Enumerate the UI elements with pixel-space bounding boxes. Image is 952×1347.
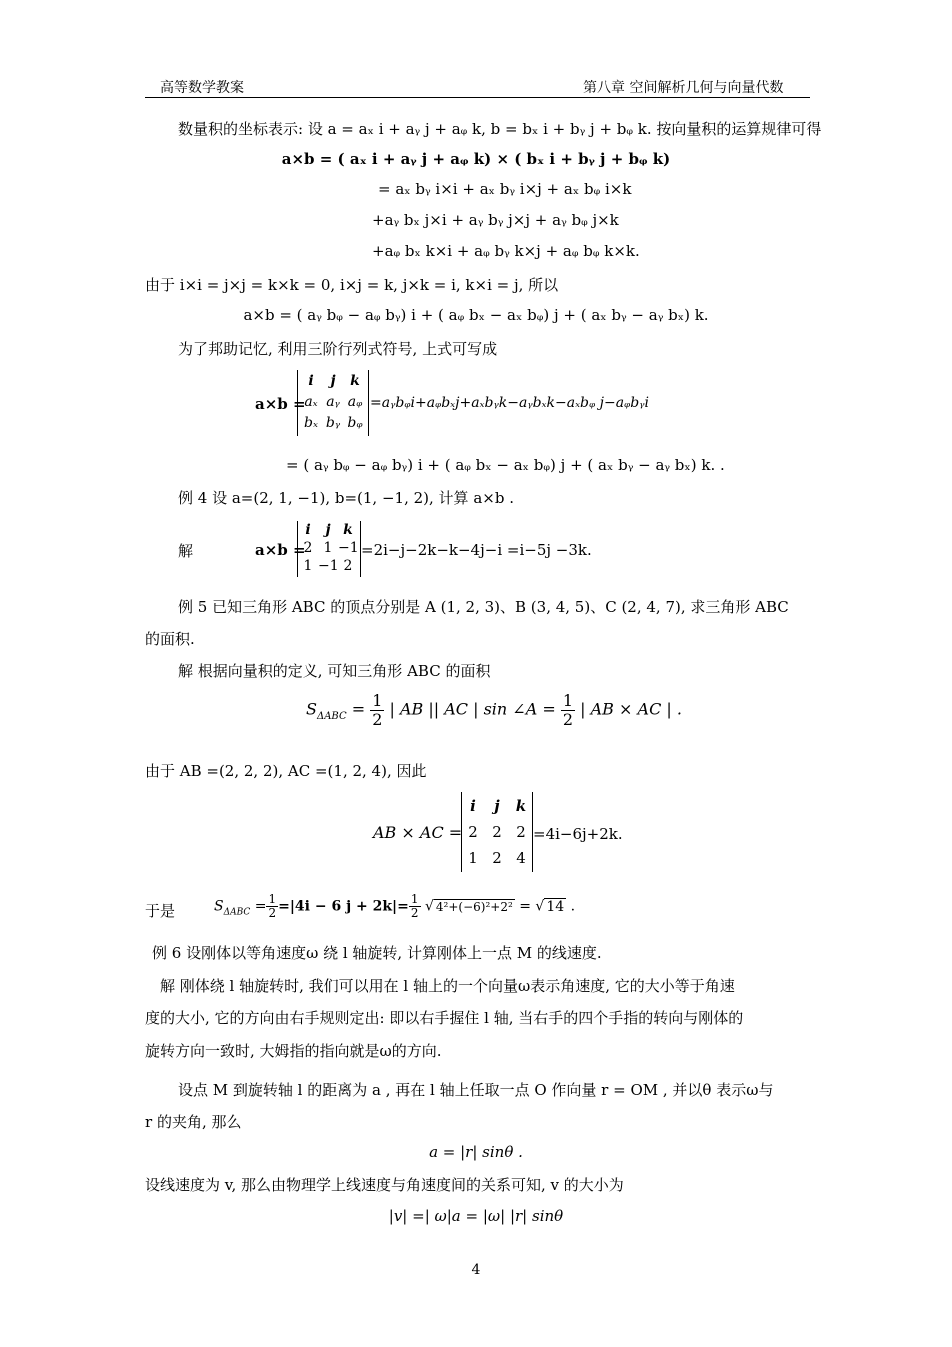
- fraction-half: [370, 692, 384, 728]
- determinant-2: [297, 521, 361, 577]
- numerator: 1: [372, 691, 383, 710]
- det-cell: 1: [323, 540, 333, 556]
- det3-lhs: AB × AC =: [373, 823, 463, 842]
- numerator: 1: [410, 892, 419, 906]
- formula-line: a×b = ( aᵧ bᵩ − aᵩ bᵧ) i + ( aᵩ bₓ − aₓ bᵩ) j + ( aₓ bᵧ − aᵧ bₓ) k.: [243, 306, 709, 324]
- determinant-3: [461, 792, 533, 872]
- solution-label: 解 根据向量积的定义, 可知三角形 ABC 的面积: [178, 662, 491, 680]
- formula-line: = aₓ bᵧ i×i + aₓ bᵧ i×j + aₓ bᵩ i×k: [378, 180, 632, 198]
- text-line: 由于 i×i = j×j = k×k = 0, i×j = k, j×k = i, k×i = j, 所以: [145, 276, 559, 294]
- area-subscript: ΔABC: [223, 907, 251, 918]
- text-line: 为了邦助记忆, 利用三阶行列式符号, 上式可写成: [178, 340, 498, 358]
- formula-line: = ( aᵧ bᵩ − aᵩ bᵧ) i + ( aᵩ bₓ − aₓ bᵩ) j + ( aₓ bᵧ − aᵧ bₓ) k. .: [286, 456, 725, 474]
- sqrt-sign: √: [424, 898, 434, 915]
- numerator: 1: [562, 691, 574, 710]
- det-cell: bᵧ: [325, 415, 341, 431]
- page-number: 4: [471, 1262, 481, 1278]
- solution-label: 解: [178, 542, 194, 560]
- det2-rhs: =2i−j−2k−k−4j−i =i−5j −3k.: [361, 541, 592, 559]
- fraction-half: [409, 893, 421, 920]
- det-cell: aᵧ: [326, 394, 340, 410]
- det-cell: j: [494, 797, 500, 815]
- example-4: 例 4 设 a=(2, 1, −1), b=(1, −1, 2), 计算 a×b .: [178, 489, 514, 507]
- equals-sign: =: [519, 898, 531, 915]
- header-rule: [145, 97, 810, 98]
- sqrt-body: 4²+(−6)²+2²: [435, 899, 513, 914]
- det-cell: −1: [318, 558, 339, 574]
- area-formula: [306, 692, 682, 728]
- area-middle: | AB || AC | sin ∠A =: [389, 699, 556, 719]
- text-line: 度的大小, 它的方向由右手规则定出: 即以右手握住 l 轴, 当右手的四个手指的转向与刚体的: [145, 1009, 744, 1027]
- denominator: 2: [268, 906, 277, 921]
- det-cell: i: [305, 522, 311, 538]
- det-cell: 1: [468, 849, 478, 867]
- det-cell: bᵩ: [347, 415, 363, 431]
- det-cell: 2: [303, 540, 313, 556]
- det-cell: k: [343, 522, 353, 538]
- det-cell: i: [470, 797, 476, 815]
- formula-line: +aᵩ bₓ k×i + aᵩ bᵧ k×j + aᵩ bᵩ k×k.: [372, 242, 640, 260]
- example-5: 例 5 已知三角形 ABC 的顶点分别是 A (1, 2, 3)、B (3, 4, 5)、C (2, 4, 7), 求三角形 ABC: [178, 598, 789, 616]
- det1-rhs: =aᵧbᵩi+aᵩbₓj+aₓbᵧk−aᵧbₓk−aₓbᵩ j−aᵩbᵧi: [370, 395, 649, 411]
- fraction-half: [561, 692, 575, 728]
- area-result: $S_{\Delta ABC}$ = $\frac{1}{2}$ =|4i − 6 j + 2k|= $\frac{1}{2}$ √ 4²+(−6)²+2² = √ 14 .: [214, 892, 576, 921]
- text-line: 设点 M 到旋转轴 l 的距离为 a , 再在 l 轴上任取一点 O 作向量 r = OM , 并以θ 表示ω与: [178, 1081, 774, 1099]
- area-symbol: S: [214, 898, 224, 915]
- det-cell: 2: [492, 849, 502, 867]
- area-symbol: S: [306, 699, 317, 719]
- equals-sign: =: [351, 699, 366, 719]
- text-line: 数量积的坐标表示: 设 a = aₓ i + aᵧ j + aᵩ k, b = bₓ i + bᵧ j + bᵩ k. 按向量积的运算规律可得: [178, 120, 822, 138]
- fraction-half: [266, 893, 278, 920]
- formula-line: +aᵧ bₓ j×i + aᵧ bᵧ j×j + aᵧ bᵩ j×k: [372, 211, 619, 229]
- text-line: 旋转方向一致时, 大姆指的指向就是ω的方向.: [145, 1042, 442, 1060]
- text-line: 解 刚体绕 l 轴旋转时, 我们可以用在 l 轴上的一个向量ω表示角速度, 它的大小等于角速: [160, 977, 735, 995]
- det-cell: −1: [338, 540, 359, 556]
- determinant-1: [297, 370, 369, 436]
- text-line: 由于 AB =(2, 2, 2), AC =(1, 2, 4), 因此: [145, 762, 427, 780]
- sqrt-sign: √: [535, 898, 545, 915]
- text-line: 设线速度为 v, 那么由物理学上线速度与角速度间的关系可知, v 的大小为: [145, 1176, 624, 1194]
- text-line: 的面积.: [145, 630, 195, 648]
- det-cell: i: [308, 373, 314, 389]
- denominator: 2: [562, 709, 574, 729]
- formula-line: |v| =| ω|a = |ω| |r| sinθ: [388, 1207, 564, 1225]
- numerator: 1: [268, 892, 277, 906]
- det-cell: k: [350, 373, 360, 389]
- det-cell: k: [515, 797, 527, 815]
- denominator: 2: [410, 906, 419, 921]
- det-cell: aᵩ: [347, 394, 363, 410]
- text-line: r 的夹角, 那么: [145, 1113, 242, 1131]
- det-cell: aₓ: [304, 394, 318, 410]
- det-cell: 2: [492, 823, 502, 841]
- formula-line: a×b = ( aₓ i + aᵧ j + aᵩ k) × ( bₓ i + bᵧ j + bᵩ k): [281, 150, 671, 168]
- vector-norm: =|4i − 6 j + 2k|=: [278, 898, 409, 915]
- area-end: | AB × AC | .: [580, 699, 682, 719]
- header-left: 高等数学教案: [160, 80, 244, 96]
- det-cell: 2: [516, 823, 526, 841]
- det2-lhs: a×b =: [255, 541, 306, 559]
- equals-sign: =: [254, 898, 267, 915]
- formula-line: a = |r| sinθ .: [429, 1143, 523, 1161]
- header-right: 第八章 空间解析几何与向量代数: [583, 80, 784, 96]
- det-cell: 2: [343, 558, 353, 574]
- det-cell: 1: [303, 558, 313, 574]
- area-subscript: ΔABC: [316, 710, 347, 722]
- det-cell: j: [330, 373, 336, 389]
- text-line: 于是: [145, 902, 176, 920]
- det-cell: bₓ: [304, 415, 318, 431]
- det1-lhs: a×b =: [255, 395, 306, 413]
- det3-rhs: =4i−6j+2k.: [533, 825, 623, 843]
- example-6: 例 6 设刚体以等角速度ω 绕 l 轴旋转, 计算刚体上一点 M 的线速度.: [152, 944, 602, 962]
- det-cell: j: [325, 522, 331, 538]
- det-cell: 2: [468, 823, 478, 841]
- det-cell: 4: [516, 849, 526, 867]
- denominator: 2: [372, 709, 383, 729]
- sqrt-body: 14: [546, 898, 565, 915]
